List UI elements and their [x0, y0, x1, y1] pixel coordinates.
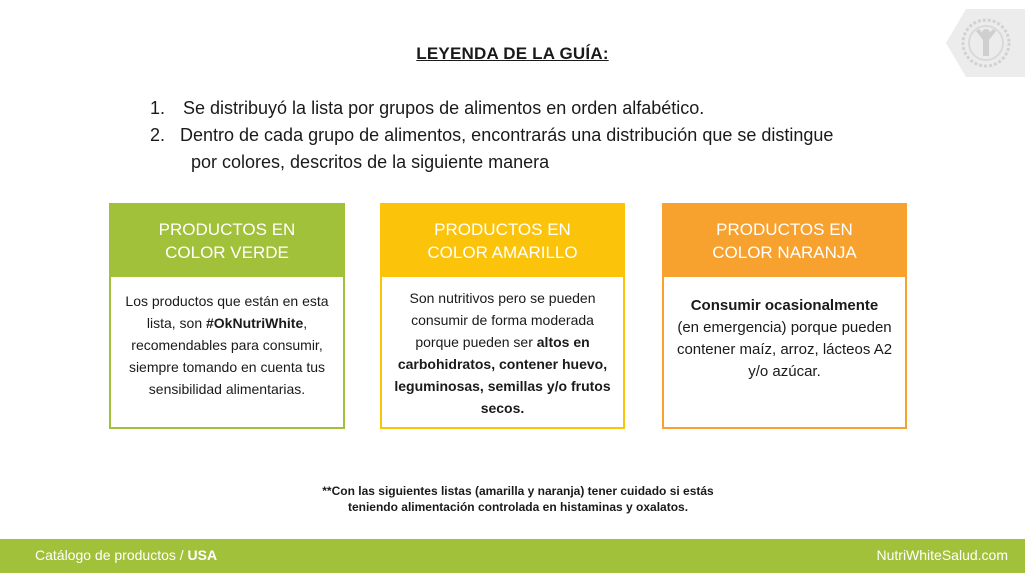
list-text-continuation: por colores, descritos de la siguiente manera — [191, 152, 550, 172]
card-header-line: PRODUCTOS EN — [716, 220, 853, 239]
footer-bar — [0, 539, 1025, 573]
card-header-line: COLOR AMARILLO — [427, 243, 578, 262]
intro-list — [150, 95, 940, 176]
footnote-line: **Con las siguientes listas (amarilla y naranja) tener cuidado si estás — [322, 484, 714, 498]
orange-card-header — [664, 205, 905, 277]
card-header-line: COLOR NARANJA — [712, 243, 857, 262]
card-text: (en emergencia) porque pueden contener maíz, arroz, lácteos A2 y/o azúcar. — [676, 319, 893, 380]
list-text: Dentro de cada grupo de alimentos, encontrarás una distribución que se distingue — [180, 125, 834, 145]
yellow-card-body — [382, 277, 623, 419]
card-text: Son nutritivos pero se pueden consumir de forma moderada porque pueden ser — [409, 290, 596, 350]
page-title: LEYENDA DE LA GUÍA: — [416, 44, 609, 63]
footnote — [0, 483, 1025, 515]
list-number: 2. — [150, 125, 166, 145]
card-header-line: PRODUCTOS EN — [434, 220, 571, 239]
list-item — [150, 122, 940, 149]
card-header-line: COLOR VERDE — [165, 243, 289, 262]
list-item — [150, 95, 940, 122]
footer-catalog-label — [35, 547, 217, 563]
card-bold-text: altos en carbohidratos, contener huevo, leguminosas, semillas y/o frutos secos. — [394, 334, 611, 416]
green-products-card — [109, 203, 345, 429]
yellow-card-header — [382, 205, 623, 277]
list-number: 1. — [150, 98, 166, 118]
footer-website-link[interactable]: NutriWhiteSalud.com — [876, 547, 1008, 563]
footer-text: Catálogo de productos / — [35, 547, 188, 563]
card-text: Los productos que están en esta lista, son — [125, 293, 329, 331]
footer-country: USA — [187, 547, 218, 563]
card-bold-text: #OkNutriWhite — [206, 315, 304, 331]
orange-products-card — [662, 203, 907, 429]
card-text: , recomendables para consumir, siempre tomando en cuenta tus sensibilidad alimentarias. — [128, 315, 326, 397]
list-text: Se distribuyó la lista por grupos de alimentos en orden alfabético. — [183, 98, 705, 118]
person-arms-raised-logo-icon — [922, 6, 1025, 80]
green-card-body — [111, 277, 343, 400]
green-card-header — [111, 205, 343, 277]
orange-card-body — [664, 277, 905, 383]
footnote-line: teniendo alimentación controlada en histaminas y oxalatos. — [347, 500, 689, 514]
card-bold-text: Consumir ocasionalmente — [690, 297, 879, 314]
yellow-products-card — [380, 203, 625, 429]
card-header-line: PRODUCTOS EN — [158, 220, 296, 239]
